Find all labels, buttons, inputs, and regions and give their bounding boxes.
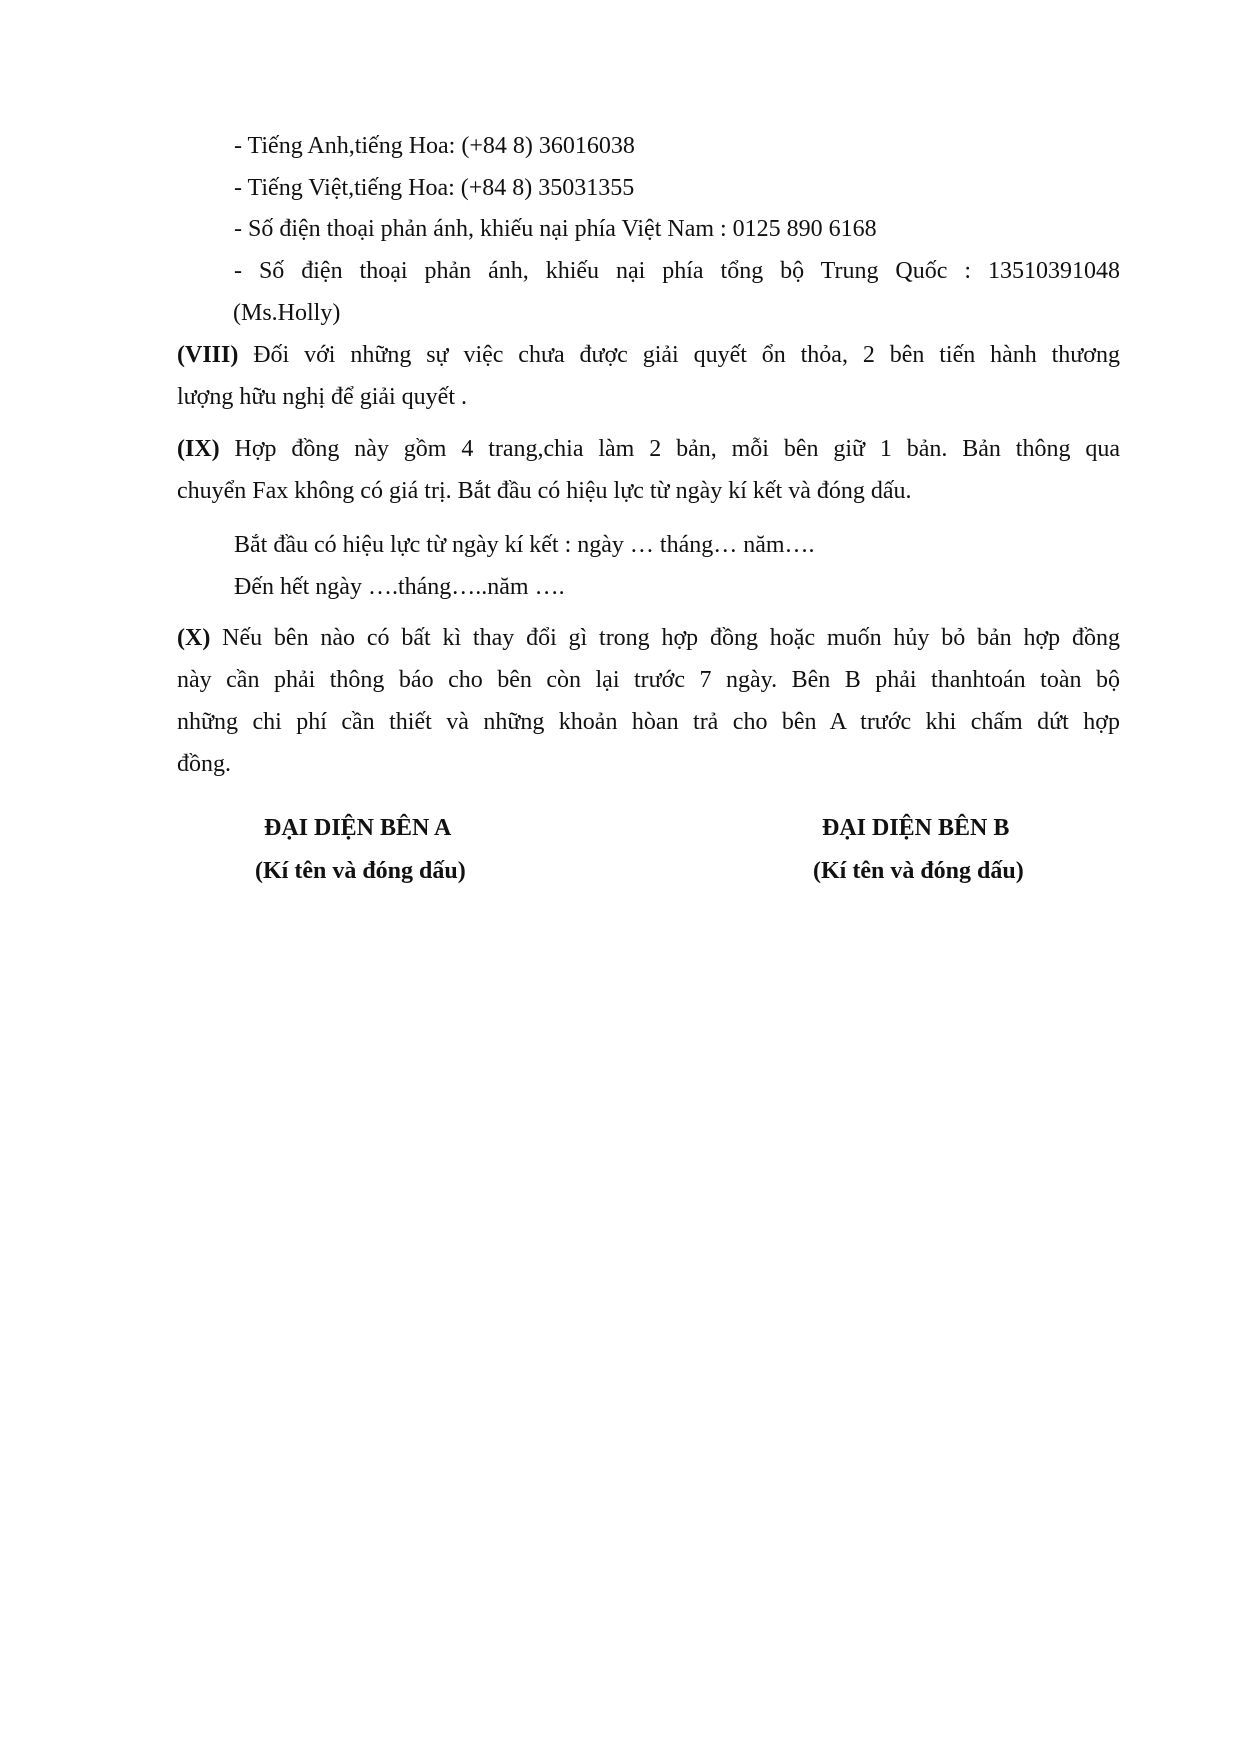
clause-x-text: Nếu bên nào có bất kì thay đổi gì trong hợp đồng hoặc muốn hủy bỏ bản hợp đồng xyxy=(210,625,1120,651)
clause-viii-text: Đối với những sự việc chưa được giải quyết ổn thỏa, 2 bên tiến hành thương xyxy=(238,342,1120,368)
clause-x-line-3: những chi phí cần thiết và những khoản hòan trả cho bên A trước khi chấm dứt hợp xyxy=(177,709,1120,735)
party-b-representative-title: ĐẠI DIỆN BÊN B xyxy=(822,815,1010,841)
clause-x-label: (X) xyxy=(177,625,211,651)
clause-viii-line-2: lượng hữu nghị để giải quyết . xyxy=(177,384,468,410)
party-a-representative-title: ĐẠI DIỆN BÊN A xyxy=(264,815,452,841)
clause-x-line-1 xyxy=(177,623,1120,653)
effective-until-line: Đến hết ngày ….tháng…..năm …. xyxy=(234,574,565,600)
clause-x-line-4: đồng. xyxy=(177,751,231,777)
clause-x-line-2: này cần phải thông báo cho bên còn lại trước 7 ngày. Bên B phải thanhtoán toàn bộ xyxy=(177,667,1120,693)
party-a-sign-note: (Kí tên và đóng dấu) xyxy=(255,858,466,884)
effective-from-line: Bắt đầu có hiệu lực từ ngày kí kết : ngày … tháng… năm…. xyxy=(234,532,815,558)
contact-line-contact-person: (Ms.Holly) xyxy=(233,300,341,326)
clause-ix-text: Hợp đồng này gồm 4 trang,chia làm 2 bản, mỗi bên giữ 1 bản. Bản thông qua xyxy=(219,436,1120,462)
clause-viii-label: (VIII) xyxy=(177,342,239,368)
contact-line-english-chinese: - Tiếng Anh,tiếng Hoa: (+84 8) 36016038 xyxy=(234,133,635,159)
contact-line-complaint-vietnam: - Số điện thoại phản ánh, khiếu nại phía Việt Nam : 0125 890 6168 xyxy=(234,216,877,242)
clause-viii-line-1 xyxy=(177,340,1120,370)
contact-line-vietnamese-chinese: - Tiếng Việt,tiếng Hoa: (+84 8) 35031355 xyxy=(234,175,635,201)
clause-ix-line-2: chuyển Fax không có giá trị. Bắt đầu có hiệu lực từ ngày kí kết và đóng dấu. xyxy=(177,478,912,504)
party-b-sign-note: (Kí tên và đóng dấu) xyxy=(813,858,1024,884)
clause-ix-line-1 xyxy=(177,434,1120,464)
clause-ix-label: (IX) xyxy=(177,436,220,462)
contact-line-complaint-china: - Số điện thoại phản ánh, khiếu nại phía tổng bộ Trung Quốc : 13510391048 xyxy=(234,258,1120,284)
